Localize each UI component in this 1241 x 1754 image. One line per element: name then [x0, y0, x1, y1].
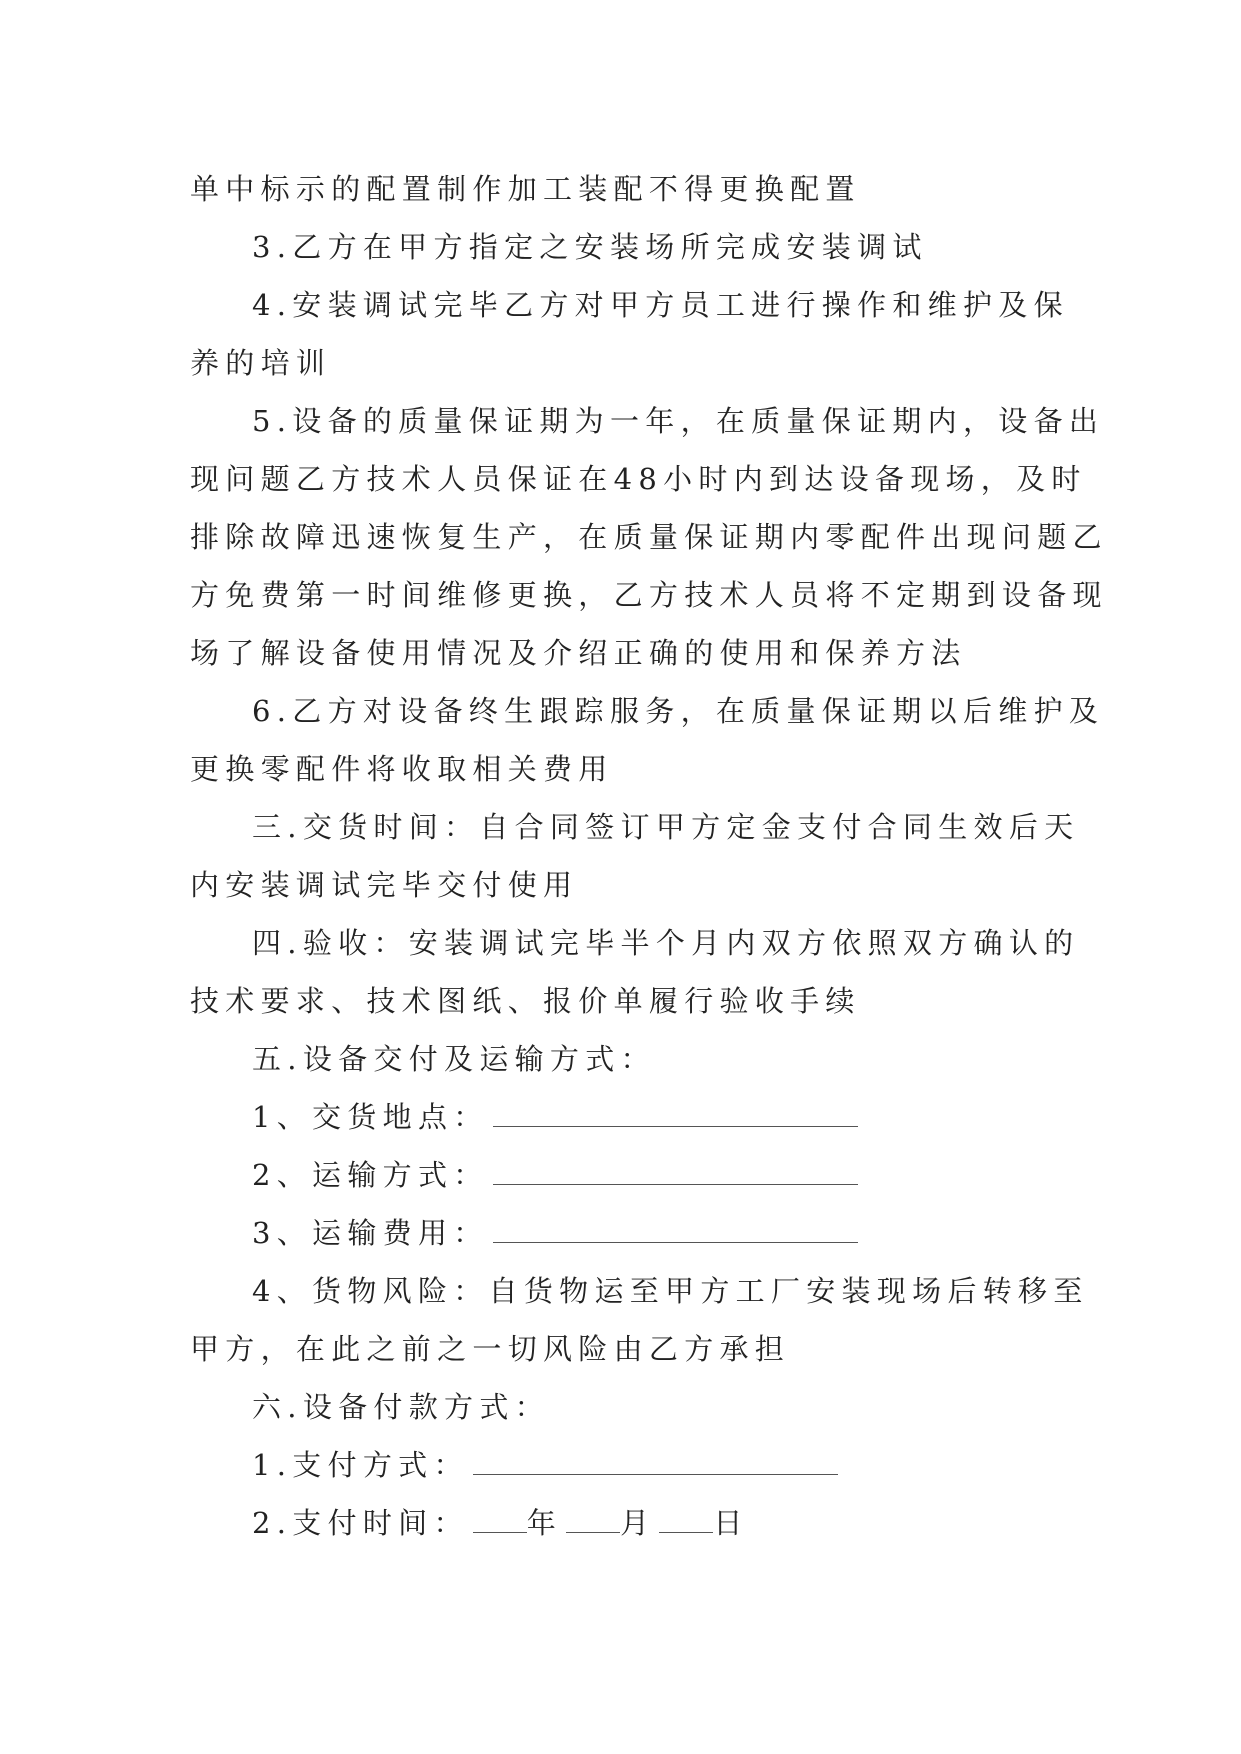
text-line: 养的培训 — [190, 346, 332, 380]
paragraph-config — [190, 160, 1062, 218]
text-line: 场了解设备使用情况及介绍正确的使用和保养方法 — [190, 636, 967, 670]
text-line: 4.安装调试完毕乙方对甲方员工进行操作和维护及保 — [252, 288, 1069, 322]
text-line: 六.设备付款方式： — [252, 1390, 550, 1424]
text-line: 5.设备的质量保证期为一年，在质量保证期内，设备出 — [252, 404, 1105, 438]
field-label: 2.支付时间： — [252, 1506, 469, 1540]
text-line: 单中标示的配置制作加工装配不得更换配置 — [190, 172, 861, 206]
text-line: 6.乙方对设备终生跟踪服务，在质量保证期以后维护及 — [252, 694, 1105, 728]
fill-in-blank[interactable] — [493, 1216, 858, 1243]
year-label: 年 — [526, 1506, 563, 1540]
document-body — [190, 160, 1108, 1552]
section-title-payment — [190, 1378, 1062, 1436]
text-line: 更换零配件将收取相关费用 — [190, 752, 614, 786]
paragraph-warranty — [190, 392, 1108, 682]
paragraph-lifetime-service — [190, 682, 1105, 798]
fill-in-blank[interactable] — [493, 1100, 858, 1127]
field-label: 1.支付方式： — [252, 1448, 469, 1482]
text-line: 技术要求、技术图纸、报价单履行验收手续 — [190, 984, 861, 1018]
text-line: 四.验收：安装调试完毕半个月内双方依照双方确认的 — [252, 926, 1080, 960]
fill-in-blank-day[interactable] — [659, 1506, 713, 1533]
paragraph-delivery-time — [190, 798, 1080, 914]
fill-in-blank[interactable] — [493, 1158, 858, 1185]
paragraph-acceptance — [190, 914, 1080, 1030]
month-label: 月 — [620, 1506, 656, 1540]
fill-in-blank-year[interactable] — [473, 1506, 527, 1533]
field-transport-method — [190, 1146, 1062, 1204]
fill-in-blank[interactable] — [473, 1448, 838, 1475]
fill-in-blank-month[interactable] — [566, 1506, 620, 1533]
text-line: 内安装调试完毕交付使用 — [190, 868, 579, 902]
section-title-delivery — [190, 1030, 1062, 1088]
field-label: 1、交货地点： — [252, 1100, 489, 1134]
field-transport-cost — [190, 1204, 1062, 1262]
text-line: 3.乙方在甲方指定之安装场所完成安装调试 — [252, 230, 928, 264]
paragraph-install-site — [190, 218, 1062, 276]
day-label: 日 — [713, 1506, 749, 1540]
field-payment-method — [190, 1436, 1062, 1494]
text-line: 甲方，在此之前之一切风险由乙方承担 — [190, 1332, 791, 1366]
field-delivery-location — [190, 1088, 1062, 1146]
paragraph-training — [190, 276, 1069, 392]
paragraph-cargo-risk — [190, 1262, 1089, 1378]
text-line: 方免费第一时间维修更换，乙方技术人员将不定期到设备现 — [190, 578, 1108, 612]
field-payment-time — [190, 1494, 1062, 1552]
field-label: 2、运输方式： — [252, 1158, 489, 1192]
text-line: 排除故障迅速恢复生产，在质量保证期内零配件出现问题乙 — [190, 520, 1108, 554]
text-line: 三.交货时间：自合同签订甲方定金支付合同生效后天 — [252, 810, 1080, 844]
field-label: 3、运输费用： — [252, 1216, 489, 1250]
text-line: 4、货物风险：自货物运至甲方工厂安装现场后转移至 — [252, 1274, 1089, 1308]
text-line: 现问题乙方技术人员保证在48小时内到达设备现场，及时 — [190, 462, 1087, 496]
text-line: 五.设备交付及运输方式： — [252, 1042, 656, 1076]
